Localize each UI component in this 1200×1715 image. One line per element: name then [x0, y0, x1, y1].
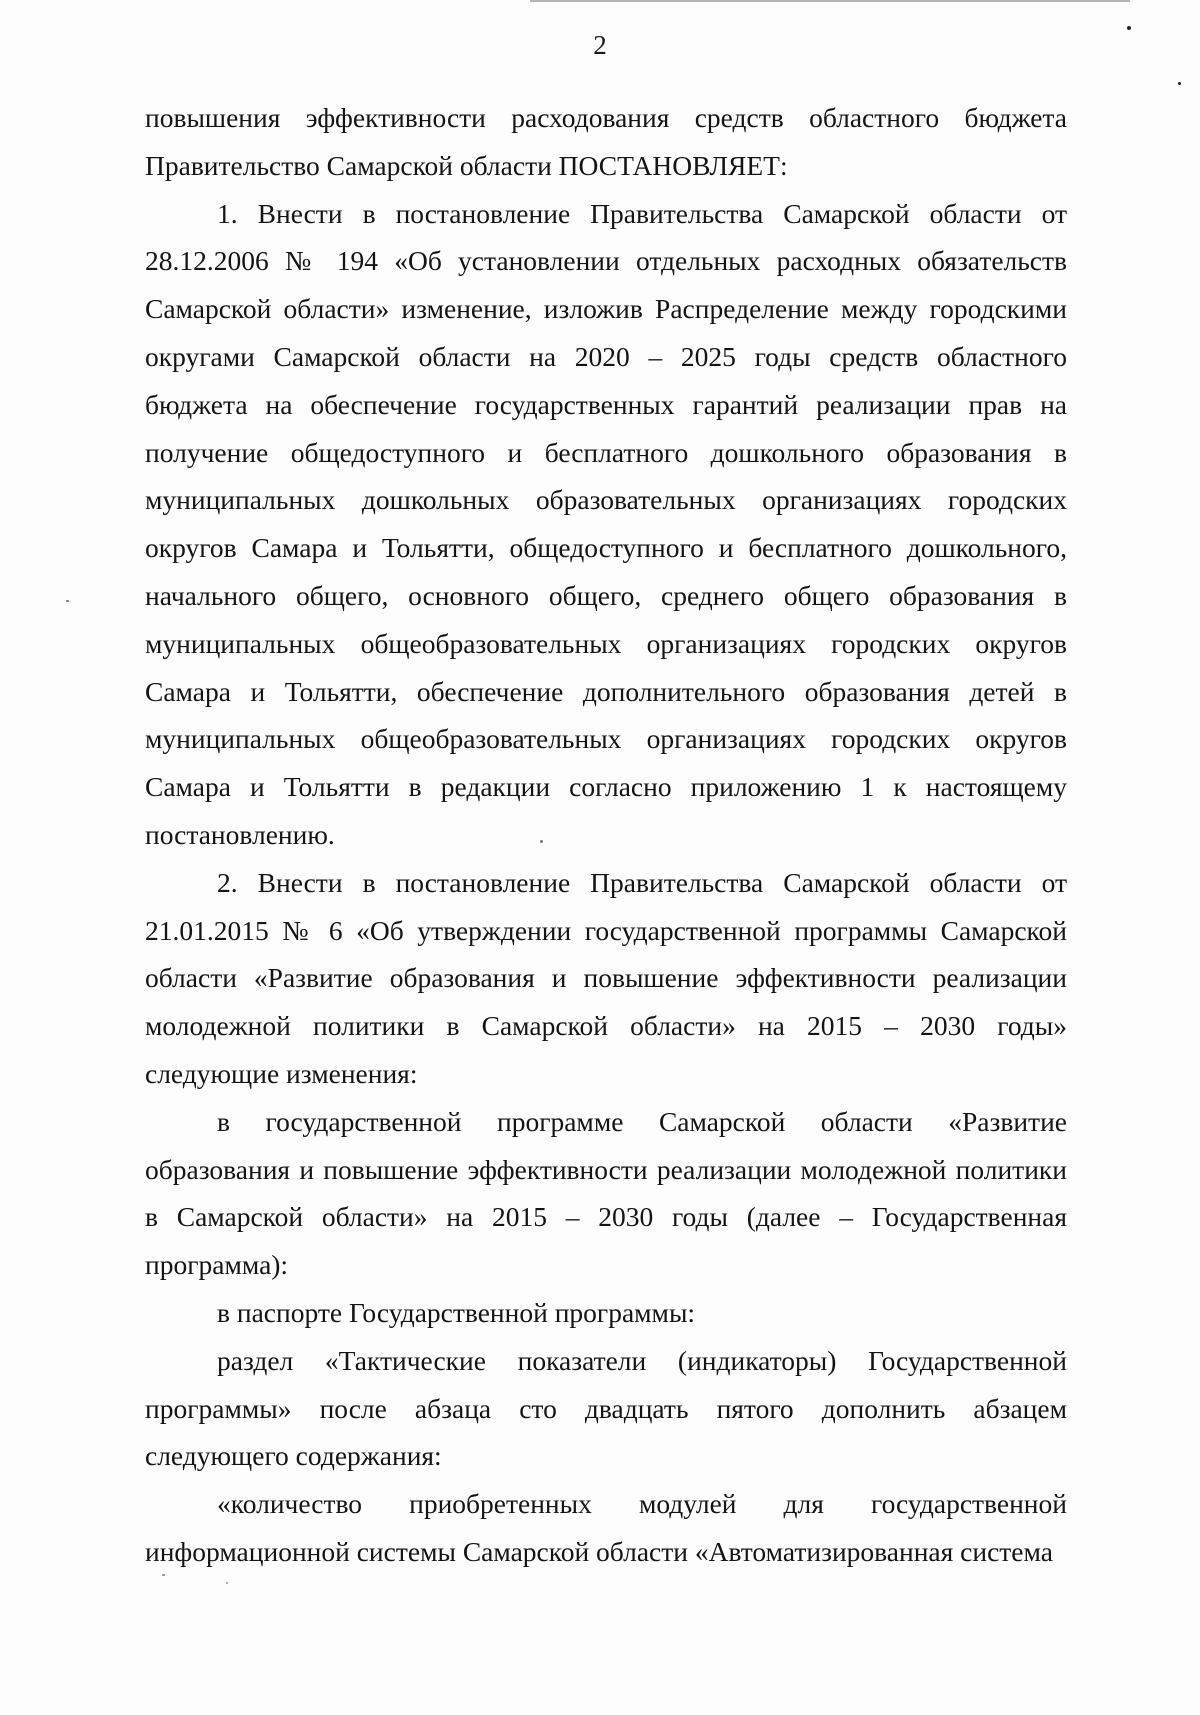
scan-speck — [162, 1574, 165, 1576]
top-edge-rule — [530, 0, 1130, 2]
document-body — [145, 94, 1067, 1576]
paragraph-item-1: 1. Внести в постановление Правительства Самарской области от 28.12.2006 № 194 «Об установлении отдельных расходных обязательств Самарской области» изменение, изложив Распределение между городскими округами Самарской области на 2020 – 2025 годы средств областного бюджета на обеспечение государственных гарантий реализации прав на получение общедоступного и бесплатного дошкольного образования в муниципальных дошкольных образовательных организациях городских округов Самара и Тольятти, общедоступного и бесплатного дошкольного, начального общего, основного общего, среднего общего образования в муниципальных общеобразовательных организациях городских округов Самара и Тольятти, обеспечение дополнительного образования детей в муниципальных общеобразовательных организациях городских округов Самара и Тольятти в редакции согласно приложению 1 к настоящему постановлению. — [145, 197, 1067, 850]
paragraph-quote: «количество приобретенных модулей для государственной информационной системы Самарской области «Автоматизированная система — [145, 1488, 1067, 1567]
scan-speck — [1127, 26, 1131, 30]
paragraph-program-intro: в государственной программе Самарской области «Развитие образования и повышение эффективности реализации молодежной политики в Самарской области» на 2015 – 2030 годы (далее – Государственная программа): — [145, 1105, 1067, 1281]
page-number: 2 — [593, 30, 607, 60]
paragraph-item-2: 2. Внести в постановление Правительства Самарской области от 21.01.2015 № 6 «Об утверждении государственной программы Самарской области «Развитие образования и повышение эффективности реализации молодежной политики в Самарской области» на 2015 – 2030 годы» следующие изменения: — [145, 866, 1067, 1089]
scan-speck — [66, 600, 69, 602]
scan-speck — [1178, 82, 1181, 85]
paragraph-preamble: повышения эффективности расходования средств областного бюджета Правительство Самарской области ПОСТАНОВЛЯЕТ: — [145, 102, 1067, 181]
scan-speck — [540, 840, 543, 843]
scan-speck — [226, 1582, 228, 1584]
paragraph-section: раздел «Тактические показатели (индикаторы) Государственной программы» после абзаца сто двадцать пятого дополнить абзацем следующего содержания: — [145, 1344, 1067, 1472]
paragraph-passport: в паспорте Государственной программы: — [217, 1296, 696, 1328]
